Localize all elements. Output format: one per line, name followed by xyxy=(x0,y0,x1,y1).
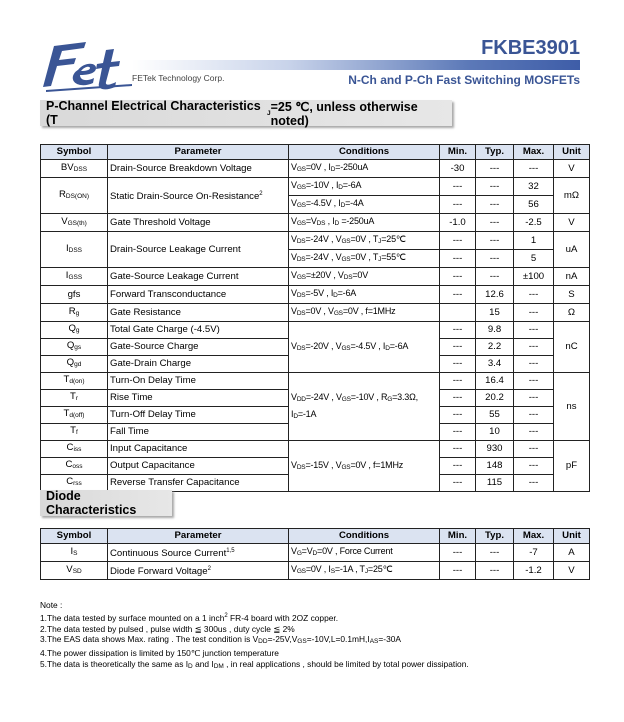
parameter-cell: Diode Forward Voltage$^2$ xyxy=(108,562,289,580)
diode-table xyxy=(40,528,590,580)
max-cell: --- xyxy=(514,407,554,424)
table-row xyxy=(41,268,590,286)
symbol-cell: $I_{DSS}$ xyxy=(41,232,108,268)
typ-cell: 12.6 xyxy=(476,286,514,304)
symbol-cell: $V_{GS(th)}$ xyxy=(41,214,108,232)
document-header xyxy=(0,0,624,100)
notes-block xyxy=(40,600,600,673)
conditions-cell: $V_{GS}=-4.5V$ , $I_D=-4A$ xyxy=(289,196,440,214)
conditions-cell: $V_{GS}=V_{DS}$ , $I_D =-250uA$ xyxy=(289,214,440,232)
product-subtitle: N-Ch and P-Ch Fast Switching MOSFETs xyxy=(348,73,580,87)
typ-cell: 3.4 xyxy=(476,356,514,373)
symbol-cell: $C_{iss}$ xyxy=(41,441,108,458)
parameter-cell: Gate Threshold Voltage xyxy=(108,214,289,232)
table-row xyxy=(41,544,590,562)
typ-cell: 15 xyxy=(476,304,514,322)
max-cell: -2.5 xyxy=(514,214,554,232)
max-cell: --- xyxy=(514,390,554,407)
unit-header: Unit xyxy=(554,145,590,160)
table-row xyxy=(41,441,590,458)
max-header: Max. xyxy=(514,529,554,544)
conditions-header: Conditions xyxy=(289,529,440,544)
unit-cell: ns xyxy=(554,373,590,441)
min-cell: -1.0 xyxy=(440,214,476,232)
parameter-cell: Turn-Off Delay Time xyxy=(108,407,289,424)
note-5: 5.The data is theoretically the same as $I_D$ and $I_{DM}$ , in real applications , should be limited by total power dissipation. xyxy=(40,658,469,670)
unit-cell: V xyxy=(554,214,590,232)
min-cell: --- xyxy=(440,544,476,562)
max-cell: --- xyxy=(514,322,554,339)
fet-logo xyxy=(40,38,136,94)
unit-cell: S xyxy=(554,286,590,304)
typ-header: Typ. xyxy=(476,529,514,544)
unit-cell: nA xyxy=(554,268,590,286)
max-cell: --- xyxy=(514,458,554,475)
min-cell: --- xyxy=(440,178,476,196)
parameter-cell: Fall Time xyxy=(108,424,289,441)
parameter-cell: Gate-Source Charge xyxy=(108,339,289,356)
unit-cell: Ω xyxy=(554,304,590,322)
typ-cell: --- xyxy=(476,544,514,562)
symbol-cell: $T_{d(off)}$ xyxy=(41,407,108,424)
symbol-cell: $R_g$ xyxy=(41,304,108,322)
typ-cell: --- xyxy=(476,178,514,196)
parameter-cell: Gate Resistance xyxy=(108,304,289,322)
typ-cell: 20.2 xyxy=(476,390,514,407)
symbol-cell: $Q_g$ xyxy=(41,322,108,339)
symbol-cell: $C_{oss}$ xyxy=(41,458,108,475)
company-name: FETek Technology Corp. xyxy=(132,73,225,83)
symbol-header: Symbol xyxy=(41,529,108,544)
min-cell: --- xyxy=(440,407,476,424)
min-cell: --- xyxy=(440,373,476,390)
header-bar xyxy=(132,60,580,70)
min-cell: --- xyxy=(440,424,476,441)
symbol-cell: $Q_{gs}$ xyxy=(41,339,108,356)
conditions-cell: $V_G=V_D=0V$ , Force Current xyxy=(289,544,440,562)
part-number: FKBE3901 xyxy=(481,37,580,59)
parameter-cell: Static Drain-Source On-Resistance$^2$ xyxy=(108,178,289,214)
table-row xyxy=(41,562,590,580)
max-cell: 32 xyxy=(514,178,554,196)
typ-cell: 2.2 xyxy=(476,339,514,356)
table-row xyxy=(41,286,590,304)
symbol-cell: $C_{rss}$ xyxy=(41,475,108,492)
max-cell: --- xyxy=(514,441,554,458)
typ-cell: --- xyxy=(476,196,514,214)
min-cell: --- xyxy=(440,562,476,580)
parameter-header: Parameter xyxy=(108,529,289,544)
min-cell: --- xyxy=(440,390,476,407)
typ-cell: --- xyxy=(476,160,514,178)
note-2: 2.The data tested by pulsed , pulse width ≦ 300us , duty cycle ≦ 2% xyxy=(40,623,295,634)
symbol-cell: $Q_{gd}$ xyxy=(41,356,108,373)
table-row xyxy=(41,214,590,232)
symbol-cell: $T_f$ xyxy=(41,424,108,441)
min-cell: --- xyxy=(440,458,476,475)
parameter-cell: Rise Time xyxy=(108,390,289,407)
parameter-cell: Total Gate Charge (-4.5V) xyxy=(108,322,289,339)
conditions-cell: $V_{DS}=-20V$ , $V_{GS}=-4.5V$ , $I_D=-6A$ xyxy=(289,322,440,373)
conditions-cell: $V_{GS}=0V$ , $I_D=-250uA$ xyxy=(289,160,440,178)
table-row xyxy=(41,373,590,390)
min-header: Min. xyxy=(440,145,476,160)
max-cell: -7 xyxy=(514,544,554,562)
typ-cell: --- xyxy=(476,250,514,268)
max-cell: --- xyxy=(514,373,554,390)
min-header: Min. xyxy=(440,529,476,544)
max-cell: --- xyxy=(514,356,554,373)
min-cell: --- xyxy=(440,441,476,458)
max-header: Max. xyxy=(514,145,554,160)
min-cell xyxy=(440,304,476,322)
max-cell: --- xyxy=(514,286,554,304)
symbol-cell: gfs xyxy=(41,286,108,304)
parameter-cell: Reverse Transfer Capacitance xyxy=(108,475,289,492)
typ-cell: 16.4 xyxy=(476,373,514,390)
typ-cell: 148 xyxy=(476,458,514,475)
max-cell: 1 xyxy=(514,232,554,250)
conditions-cell: $V_{GS}=0V$ , $I_S=-1A$ , $T_J=25℃$ xyxy=(289,562,440,580)
max-cell: --- xyxy=(514,160,554,178)
typ-cell: --- xyxy=(476,232,514,250)
typ-cell: 930 xyxy=(476,441,514,458)
parameter-cell: Continuous Source Current$^{1,5}$ xyxy=(108,544,289,562)
min-cell: --- xyxy=(440,232,476,250)
symbol-header: Symbol xyxy=(41,145,108,160)
p-channel-table xyxy=(40,144,590,492)
conditions-cell: $V_{GS}=\pm 20V$ , $V_{DS}=0V$ xyxy=(289,268,440,286)
typ-cell: 10 xyxy=(476,424,514,441)
min-cell: --- xyxy=(440,268,476,286)
table-header-row xyxy=(41,145,590,160)
max-cell: 56 xyxy=(514,196,554,214)
conditions-cell: $V_{GS}=-10V$ , $I_D=-6A$ xyxy=(289,178,440,196)
symbol-cell: $V_{SD}$ xyxy=(41,562,108,580)
conditions-cell: $V_{DS}=-5V$ , $I_D=-6A$ xyxy=(289,286,440,304)
min-cell: --- xyxy=(440,356,476,373)
min-cell: --- xyxy=(440,286,476,304)
table-row xyxy=(41,304,590,322)
typ-header: Typ. xyxy=(476,145,514,160)
max-cell: -1.2 xyxy=(514,562,554,580)
note-4: 4.The power dissipation is limited by 150℃ junction temperature xyxy=(40,648,279,659)
note-3: 3.The EAS data shows Max. rating . The test condition is $V_{DD}=-25V,V_{GS}=-10V,L=0.1mH,I_{AS}=-30A$ xyxy=(40,634,401,646)
conditions-cell: $V_{DS}=-24V$ , $V_{GS}=0V$ , $T_J=25℃$ xyxy=(289,232,440,250)
max-cell: --- xyxy=(514,339,554,356)
table-row xyxy=(41,232,590,250)
notes-title: Note : xyxy=(40,600,63,610)
max-cell: 5 xyxy=(514,250,554,268)
unit-cell: uA xyxy=(554,232,590,268)
min-cell: --- xyxy=(440,196,476,214)
unit-cell: V xyxy=(554,562,590,580)
typ-cell: 55 xyxy=(476,407,514,424)
parameter-cell: Drain-Source Breakdown Voltage xyxy=(108,160,289,178)
conditions-cell: $V_{DD}=-24V$ , $V_{GS}=-10V$ , $R_G=3.3\Omega$, $I_D=-1A$ xyxy=(289,373,440,441)
unit-header: Unit xyxy=(554,529,590,544)
table-header-row xyxy=(41,529,590,544)
p-channel-section-title: P-Channel Electrical Characteristics (T J =25 ℃, unless otherwise noted) xyxy=(40,100,452,126)
min-cell: -30 xyxy=(440,160,476,178)
diode-section-title: Diode Characteristics xyxy=(40,490,172,516)
min-cell: --- xyxy=(440,322,476,339)
unit-cell: A xyxy=(554,544,590,562)
conditions-header: Conditions xyxy=(289,145,440,160)
parameter-cell: Input Capacitance xyxy=(108,441,289,458)
parameter-cell: Drain-Source Leakage Current xyxy=(108,232,289,268)
min-cell: --- xyxy=(440,250,476,268)
parameter-cell: Forward Transconductance xyxy=(108,286,289,304)
typ-cell: 115 xyxy=(476,475,514,492)
symbol-cell: $R_{DS(ON)}$ xyxy=(41,178,108,214)
conditions-cell: $V_{DS}=0V$ , $V_{GS}=0V$ , f=1MHz xyxy=(289,304,440,322)
max-cell: --- xyxy=(514,424,554,441)
table-row xyxy=(41,160,590,178)
symbol-cell: $T_r$ xyxy=(41,390,108,407)
parameter-cell: Gate-Drain Charge xyxy=(108,356,289,373)
unit-cell: nC xyxy=(554,322,590,373)
parameter-cell: Gate-Source Leakage Current xyxy=(108,268,289,286)
note-1: 1.The data tested by surface mounted on a 1 inch$^2$ FR-4 board with 2OZ copper. xyxy=(40,612,339,623)
typ-cell: --- xyxy=(476,562,514,580)
max-cell: --- xyxy=(514,304,554,322)
conditions-cell: $V_{DS}=-24V$ , $V_{GS}=0V$ , $T_J=55℃$ xyxy=(289,250,440,268)
typ-cell: --- xyxy=(476,268,514,286)
parameter-cell: Turn-On Delay Time xyxy=(108,373,289,390)
parameter-cell: Output Capacitance xyxy=(108,458,289,475)
conditions-cell: $V_{DS}=-15V$ , $V_{GS}=0V$ , f=1MHz xyxy=(289,441,440,492)
typ-cell: 9.8 xyxy=(476,322,514,339)
typ-cell: --- xyxy=(476,214,514,232)
unit-cell: mΩ xyxy=(554,178,590,214)
table-row xyxy=(41,322,590,339)
symbol-cell: $I_{GSS}$ xyxy=(41,268,108,286)
unit-cell: pF xyxy=(554,441,590,492)
symbol-cell: $BV_{DSS}$ xyxy=(41,160,108,178)
min-cell: --- xyxy=(440,475,476,492)
max-cell: ±100 xyxy=(514,268,554,286)
symbol-cell: $T_{d(on)}$ xyxy=(41,373,108,390)
max-cell: --- xyxy=(514,475,554,492)
parameter-header: Parameter xyxy=(108,145,289,160)
min-cell: --- xyxy=(440,339,476,356)
symbol-cell: $I_S$ xyxy=(41,544,108,562)
unit-cell: V xyxy=(554,160,590,178)
table-row xyxy=(41,178,590,196)
